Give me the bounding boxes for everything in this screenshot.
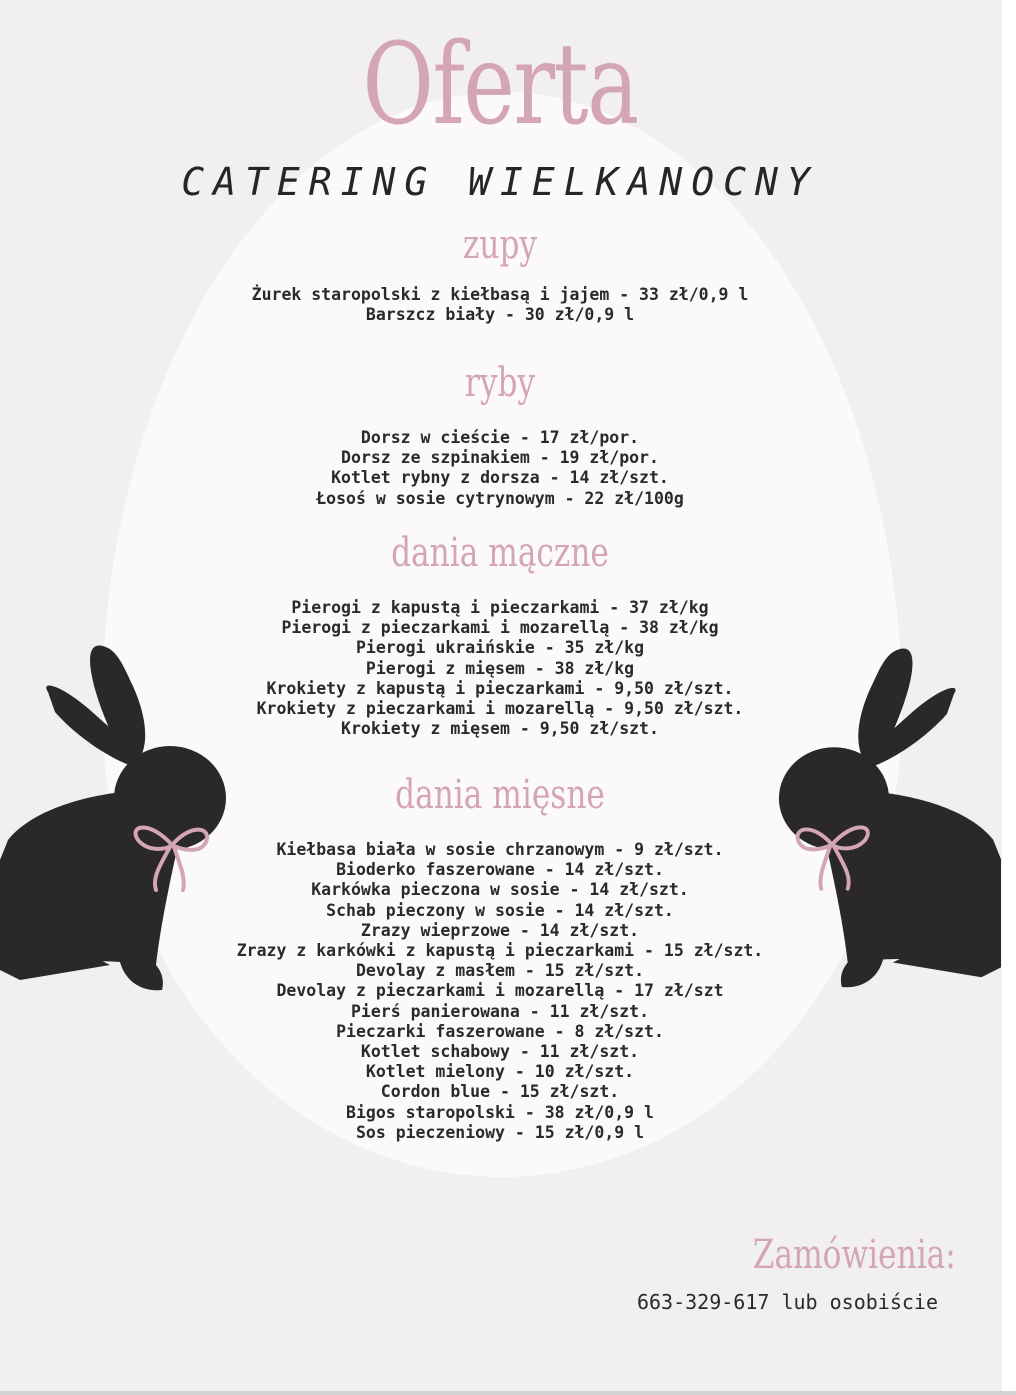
contact-phone: 663-329-617 lub osobiście [636,1290,938,1314]
menu-item: Kotlet mielony - 10 zł/szt. [365,1062,635,1082]
menu-item: Devolay z masłem - 15 zł/szt. [355,961,645,981]
page-edge [1002,0,1016,1395]
menu-item: Zrazy z karkówki z kapustą i pieczarkami - 15 zł/szt. [236,941,764,961]
menu-item: Krokiety z kapustą i pieczarkami - 9,50 zł/szt. [266,678,734,698]
menu-item: Zrazy wieprzowe - 14 zł/szt. [360,920,640,940]
menu-item: Bioderko faszerowane - 14 zł/szt. [336,860,664,880]
menu-item: Pieczarki faszerowane - 8 zł/szt. [336,1021,664,1041]
menu-item: Karkówka pieczona w sosie - 14 zł/szt. [311,880,689,900]
menu-item: Krokiety z pieczarkami i mozarellą - 9,50 zł/szt. [256,699,744,719]
menu-item: Schab pieczony w sosie - 14 zł/szt. [326,900,674,920]
page-subtitle: CATERING WIELKANOCNY [181,160,819,204]
menu-item: Kotlet rybny z dorsza - 14 zł/szt. [331,468,669,488]
menu-item: Barszcz biały - 30 zł/0,9 l [365,305,635,325]
menu-item: Dorsz ze szpinakiem - 19 zł/por. [341,448,659,468]
section-title-zupy: zupy [462,222,538,268]
menu-item: Sos pieczeniowy - 15 zł/0,9 l [355,1122,645,1142]
section-list-ryby [0,428,1000,509]
section-list-zupy [0,285,1000,325]
menu-item: Dorsz w cieście - 17 zł/por. [360,428,640,447]
section-list-dania-miesne [0,840,1000,1143]
menu-item: Kotlet schabowy - 11 zł/szt. [360,1042,640,1062]
page-title: Oferta [362,20,638,150]
section-list-dania-maczne [0,598,1000,739]
menu-item: Łosoś w sosie cytrynowym - 22 zł/100g [316,488,684,508]
menu-item: Bigos staropolski - 38 zł/0,9 l [346,1102,654,1122]
menu-item: Pierogi z mięsem - 38 zł/kg [365,658,635,678]
section-title-dania-maczne: dania mączne [391,530,609,576]
contact-title: Zamówienia: [752,1232,956,1278]
menu-item: Pierogi ukraińskie - 35 zł/kg [355,638,645,658]
section-title-ryby: ryby [464,360,536,406]
bottom-divider [0,1391,1016,1395]
menu-item: Kiełbasa biała w sosie chrzanowym - 9 zł/szt. [276,840,724,859]
section-title-dania-miesne: dania mięsne [395,772,605,818]
menu-item: Pierogi z kapustą i pieczarkami - 37 zł/kg [291,598,709,617]
menu-item: Żurek staropolski z kiełbasą i jajem - 33 zł/0,9 l [251,285,749,304]
menu-item: Pierogi z pieczarkami i mozarellą - 38 zł/kg [281,618,719,638]
menu-item: Krokiety z mięsem - 9,50 zł/szt. [341,719,659,739]
menu-item: Pierś panierowana - 11 zł/szt. [350,1001,649,1021]
menu-item: Devolay z pieczarkami i mozarellą - 17 zł/szt [276,981,724,1001]
menu-item: Cordon blue - 15 zł/szt. [380,1082,620,1102]
